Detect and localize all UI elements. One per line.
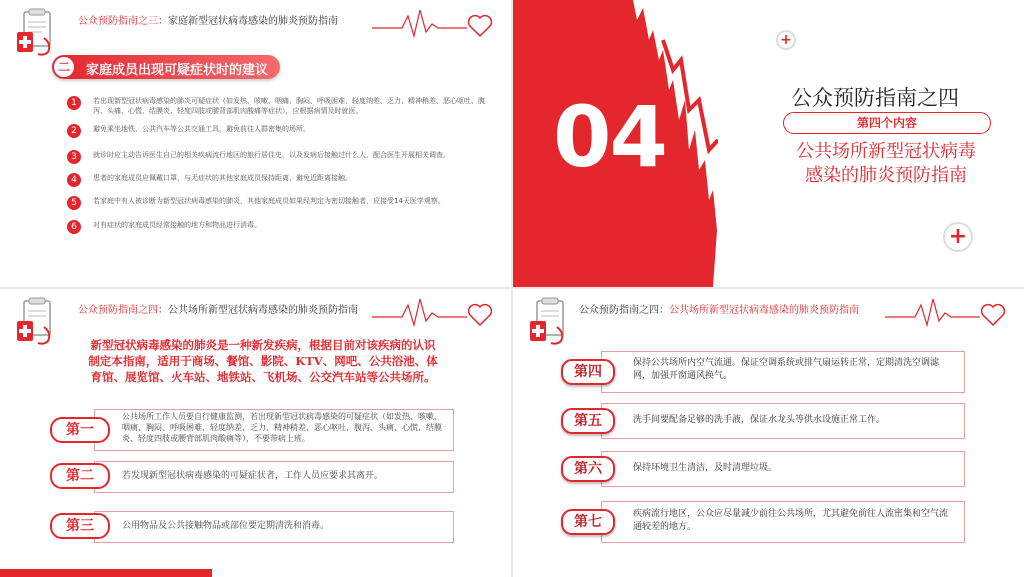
- medical-kit-icon: [527, 297, 573, 345]
- header-suffix: ：家庭新型冠状病毒感染的肺炎预防指南: [158, 16, 338, 27]
- bottom-bar: [0, 569, 212, 577]
- list-item: [561, 501, 965, 541]
- list-item: [561, 351, 965, 391]
- slide-public-guide-2[interactable]: [513, 289, 1024, 577]
- header-prefix: 公众预防指南之四：: [579, 305, 669, 316]
- item-text: 就诊时应主动告诉医生自己的相关疾病流行地区的旅行居住史，以及发病后接触过什么人，配合医生开展相关调查。: [93, 151, 450, 159]
- medical-kit-icon: [14, 297, 60, 345]
- row-text: 公用物品及公共接触物品或部位要定期清洗和消毒。: [122, 521, 330, 531]
- plus-icon: +: [943, 222, 973, 252]
- item-number: 6: [67, 220, 81, 234]
- intro-text: 新型冠状病毒感染的肺炎是一种新发疾病，根据目前对该疾病的认识制定本指南，适用于商场、餐馆、影院、KTV、网吧、公共浴池、体育馆、展览馆、火车站、地铁站、飞机场、公交汽车站等公共场所。: [88, 338, 438, 384]
- section-title: 家庭成员出现可疑症状时的建议: [86, 63, 269, 78]
- header-suffix: 公共场所新型冠状病毒感染的肺炎预防指南: [669, 305, 859, 316]
- section-subtitle: [775, 140, 997, 188]
- list-item: [50, 461, 454, 491]
- section-number: 二: [54, 57, 74, 77]
- row-label: 第二: [50, 463, 110, 489]
- plus-icon: +: [776, 30, 796, 50]
- list-item: [561, 451, 965, 485]
- item-number: 4: [67, 173, 81, 187]
- item-text: 避免乘坐地铁、公共汽车等公共交通工具，避免前往人群密集的场所。: [93, 125, 310, 133]
- list-item: [561, 403, 965, 437]
- row-text: 疾病流行地区，公众应尽量减少前往公共场所，尤其避免前往人流密集和空气流通较差的地方。: [633, 509, 949, 532]
- slide-header: [78, 301, 358, 316]
- item-number: 1: [67, 96, 81, 110]
- slide-public-guide-1[interactable]: [0, 289, 511, 577]
- slide-header: [579, 301, 859, 316]
- item-text: 对有症状的家庭成员经常接触的地方和物品进行消毒。: [93, 221, 261, 229]
- heartbeat-heart-icon: [372, 295, 502, 331]
- row-text: 保持环境卫生清洁，及时清理垃圾。: [633, 463, 778, 473]
- item-text: 若家庭中有人被诊断为新型冠状病毒感染的肺炎，其他家庭成员如果经判定为密切接触者，应接受14天医学观察。: [93, 197, 445, 205]
- header-prefix: 公众预防指南之三: [78, 16, 158, 27]
- row-label: 第六: [561, 456, 615, 482]
- row-text: 公共场所工作人员要自行健康监测，若出现新型冠状病毒感染的可疑症状（如发热、咳嗽、咽痛、胸闷、呼吸困难、轻度纳差、乏力、精神稍差、恶心呕吐、腹泻、头痛、心慌、结膜炎、轻度四肢或腰背部肌肉酸痛等），不要带病上班。: [122, 412, 442, 443]
- item-text: 若出现新型冠状病毒感染的肺炎可疑症状（如发热、咳嗽、咽痛、胸闷、呼吸困难、轻度纳差、乏力、精神稍差、恶心呕吐、腹泻、头痛、心慌、结膜炎、轻度四肢或腰背部肌肉酸痛等症状），应根据病情及时就医。: [93, 97, 485, 115]
- row-text: 洗手间要配备足够的洗手液，保证水龙头等供水设施正常工作。: [633, 415, 886, 425]
- row-text: 保持公共场所内空气流通。保证空调系统或排气扇运转正常，定期清洗空调滤网，加强开窗通风换气。: [633, 358, 940, 381]
- list-item: [50, 511, 454, 541]
- heartbeat-heart-icon: [885, 295, 1015, 331]
- section-pill: [783, 112, 991, 134]
- section-pill: [52, 55, 280, 79]
- row-label: 第四: [561, 359, 615, 385]
- section-title: 公众预防指南之四: [791, 86, 959, 110]
- slide-section-cover[interactable]: [513, 0, 1024, 287]
- slide-family-guide[interactable]: [0, 0, 511, 287]
- pill-label: 第四个内容: [856, 116, 917, 130]
- section-number: 04: [553, 88, 666, 186]
- medical-kit-icon: [14, 8, 60, 56]
- subtitle-line: 感染的肺炎预防指南: [805, 165, 967, 186]
- subtitle-line: 公共场所新型冠状病毒: [796, 141, 976, 162]
- item-number: 3: [67, 150, 81, 164]
- item-number: 5: [67, 196, 81, 210]
- row-label: 第三: [50, 513, 110, 539]
- item-number: 2: [67, 124, 81, 138]
- row-text: 若发现新型冠状病毒感染的可疑症状者，工作人员应要求其离开。: [122, 471, 384, 481]
- row-label: 第七: [561, 509, 615, 535]
- header-prefix: 公众预防指南之四: [78, 305, 158, 316]
- item-text: 患者的家庭成员应佩戴口罩，与无症状的其他家庭成员保持距离，避免近距离接触。: [93, 174, 352, 182]
- row-label: 第五: [561, 408, 615, 434]
- header-suffix: ：公共场所新型冠状病毒感染的肺炎预防指南: [158, 305, 358, 316]
- list-item: [50, 409, 454, 449]
- slide-header: [78, 12, 338, 27]
- heartbeat-heart-icon: [372, 6, 502, 42]
- row-label: 第一: [50, 417, 110, 443]
